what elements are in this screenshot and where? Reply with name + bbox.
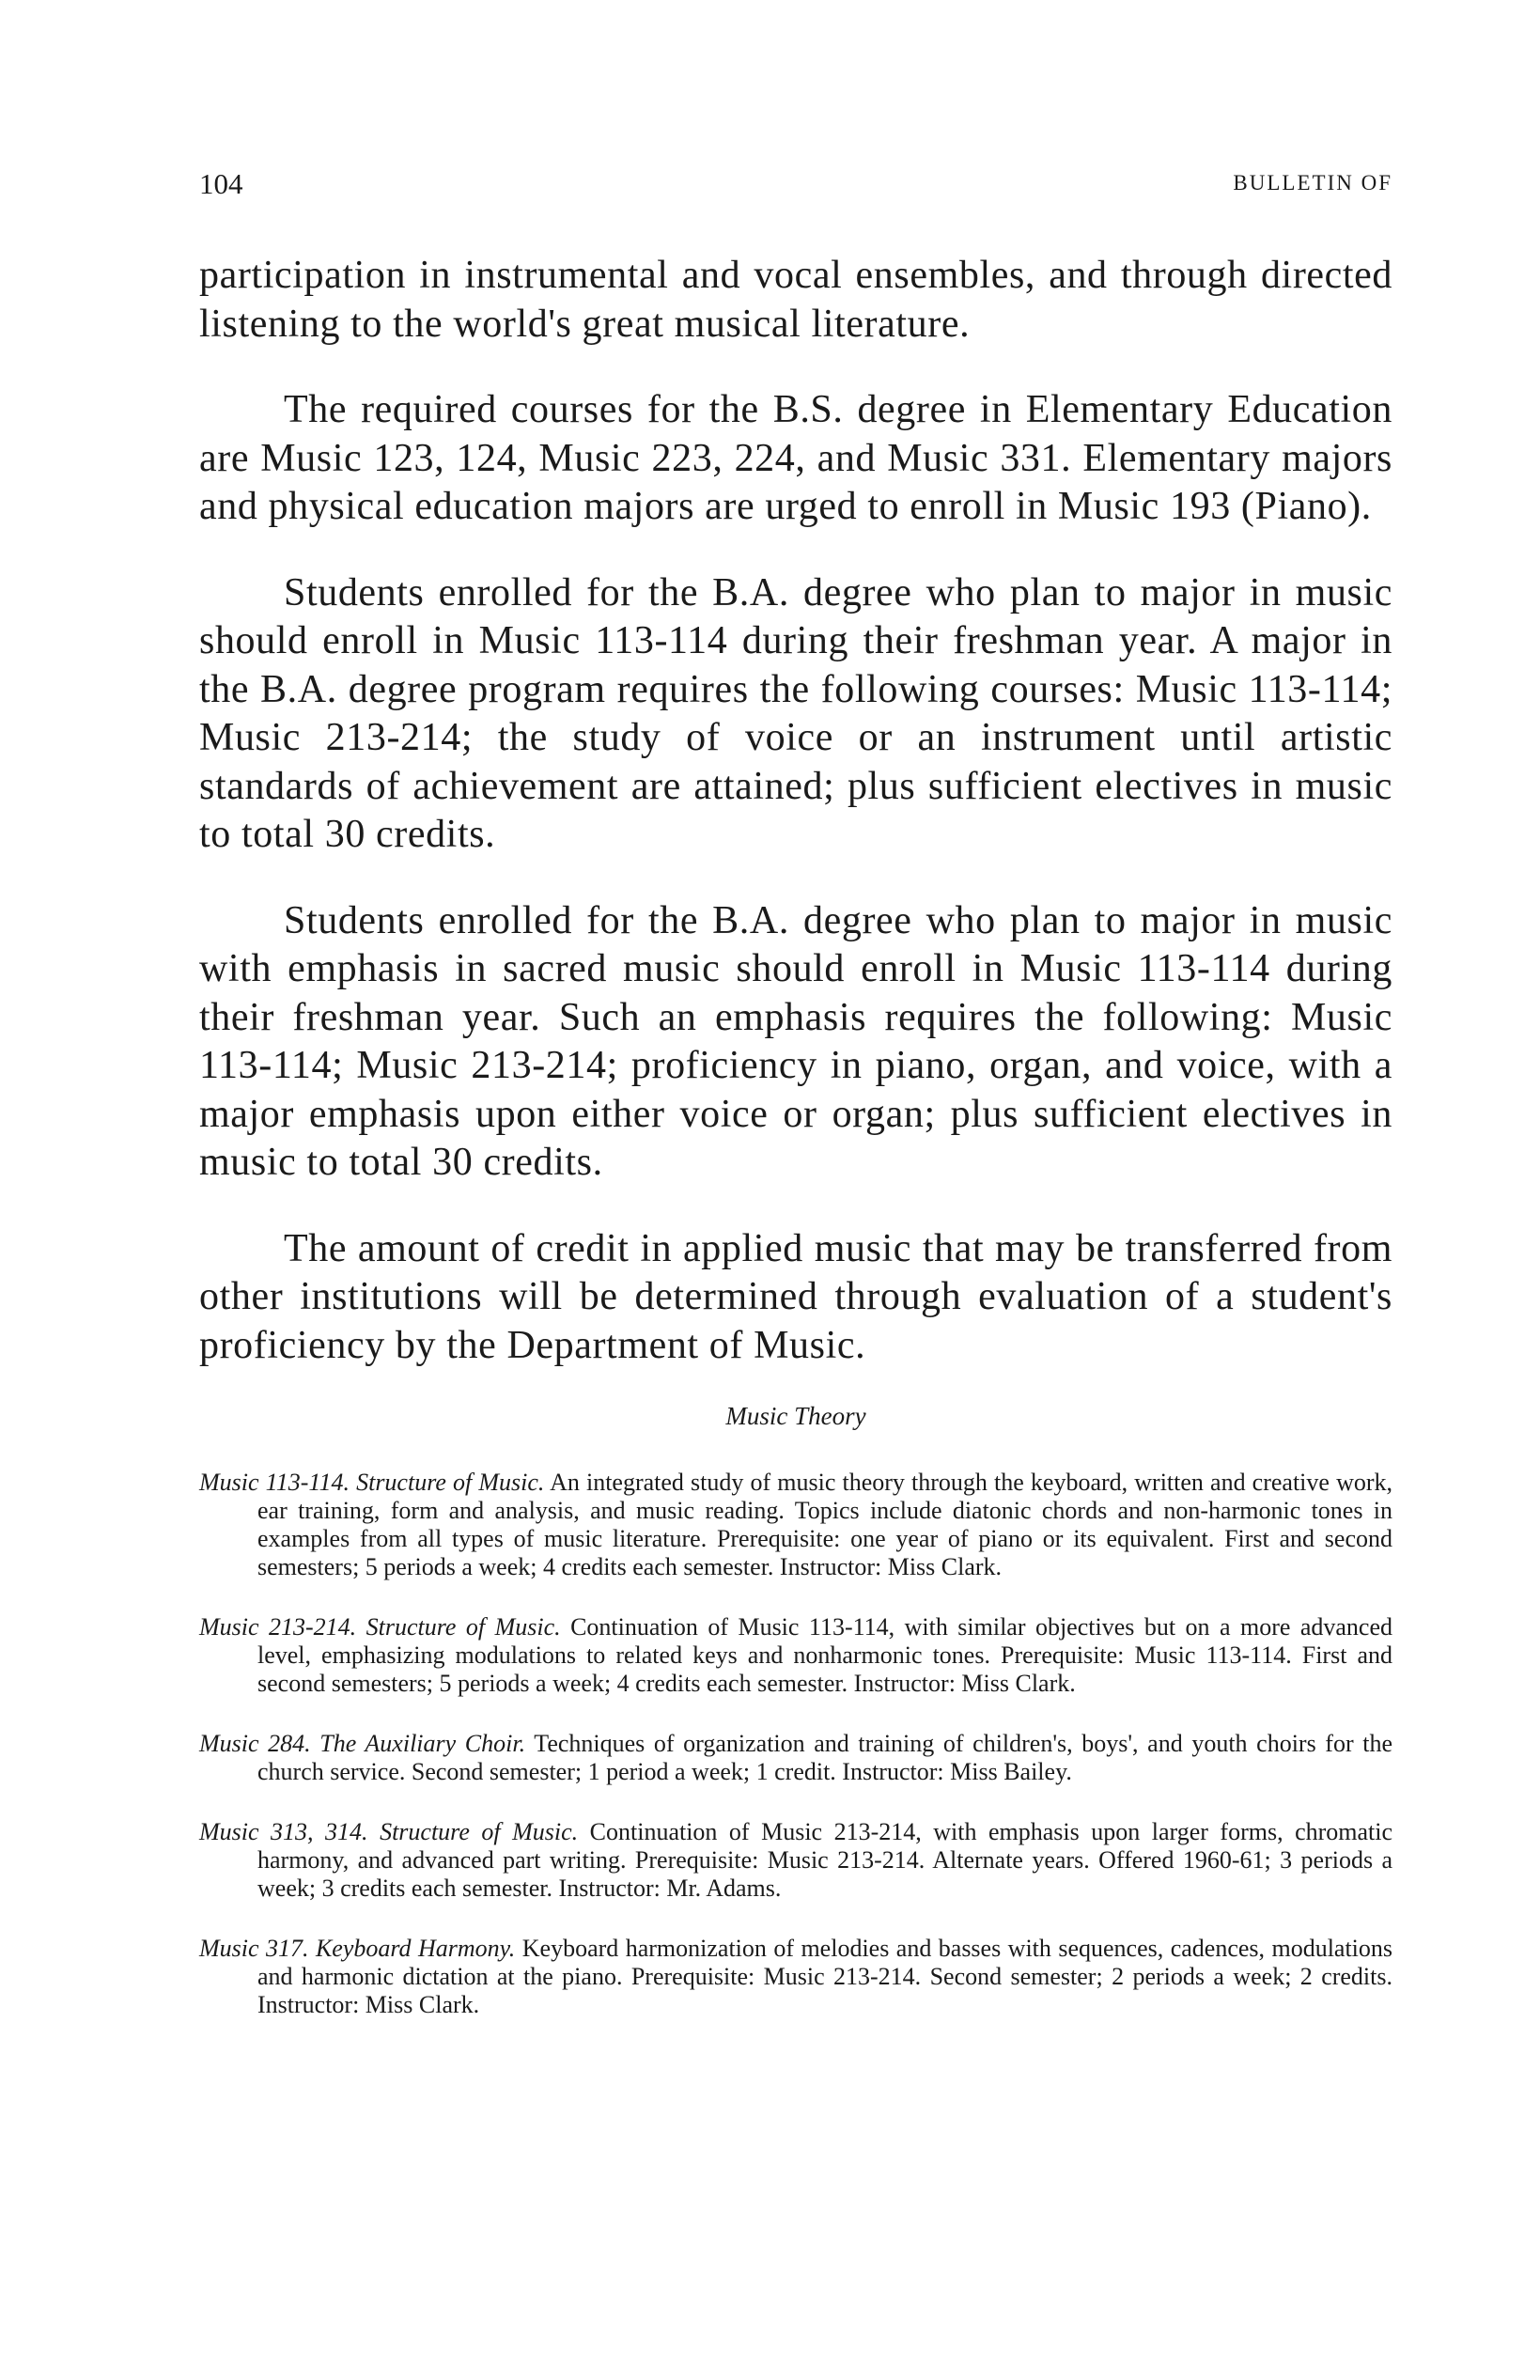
running-head: BULLETIN OF (1233, 171, 1392, 194)
course-description: Continuation of Music 213-214, with emphasis upon larger forms, chromatic harmony, and advanced part writing. Prerequisite: Music 213-214. Alternate years. Offered 1960-61; 3 periods a week; 3 credits each semester. Instructor: Mr. Adams. (257, 1818, 1393, 1902)
course-description: Continuation of Music 113-114, with similar objectives but on a more advanced level, emphasizing modulations to related keys and nonharmonic tones. Prerequisite: Music 113-114. First and second semesters; 5 periods a week; 4 credits each semester. Instructor: Miss Clark. (257, 1613, 1393, 1697)
body-text (199, 252, 1392, 1370)
page-header (199, 167, 1392, 205)
paragraph: The required courses for the B.S. degree in Elementary Education are Music 123, 124, Music 223, 224, and Music 331. Elementary majors and physical education majors are urged to enroll in Music 193 (Piano). (199, 388, 1392, 528)
paragraph: Students enrolled for the B.A. degree who plan to major in music with emphasis in sacred music should enroll in Music 113-114 during their freshman year. Such an emphasis requires the following: Music 113-114; Music 213-214; proficiency in piano, organ, and voice, with a major emphasis upon either voice or organ; plus sufficient electives in music to total 30 credits. (199, 898, 1392, 1184)
course-description: An integrated study of music theory through the keyboard, written and creative work, ear training, form and analysis, and music reading. Topics include diatonic chords and non-harmonic tones in examples from all types of music literature. Prerequisite: one year of piano or its equivalent. First and second semesters; 5 periods a week; 4 credits each semester. Instructor: Miss Clark. (257, 1469, 1393, 1580)
paragraph: participation in instrumental and vocal ensembles, and through directed listening to the world's great musical literature. (199, 254, 1392, 346)
course-title: The Auxiliary Choir. (319, 1730, 526, 1757)
course-number: Music 113-114. (199, 1469, 350, 1496)
paragraph: The amount of credit in applied music that may be transferred from other institutions will be determined through evaluation of a student's proficiency by the Department of Music. (199, 1226, 1392, 1367)
course-description: Techniques of organization and training of children's, boys', and youth choirs for the church service. Second semester; 1 period a week; 1 credit. Instructor: Miss Bailey. (257, 1730, 1393, 1785)
course-number: Music 313, 314. (199, 1818, 368, 1845)
course-entry (199, 1818, 1392, 1903)
course-title: Structure of Music. (380, 1818, 579, 1845)
paragraph: Students enrolled for the B.A. degree who plan to major in music should enroll in Music 113-114 during their freshman year. A major in the B.A. degree program requires the following courses: Music 113-114; Music 213-214; the study of voice or an instrument until artistic standards of achievement are attained; plus sufficient electives in music to total 30 credits. (199, 570, 1392, 856)
course-entry (199, 1730, 1392, 1786)
course-number: Music 317. (199, 1935, 309, 1962)
course-list (199, 1469, 1392, 2019)
course-entry (199, 1613, 1392, 1698)
course-title: Keyboard Harmony. (315, 1935, 516, 1962)
course-entry (199, 1469, 1392, 1581)
bulletin-page (199, 0, 1392, 2380)
course-number: Music 284. (199, 1730, 311, 1757)
course-title: Structure of Music. (356, 1469, 545, 1496)
course-number: Music 213-214. (199, 1613, 357, 1641)
page-number: 104 (199, 167, 243, 200)
course-description: Keyboard harmonization of melodies and basses with sequences, cadences, modulations and harmonic dictation at the piano. Prerequisite: Music 213-214. Second semester; 2 periods a week; 2 credits. Instructor: Miss Clark. (257, 1935, 1393, 2018)
course-title: Structure of Music. (366, 1613, 561, 1641)
section-heading: Music Theory (725, 1402, 866, 1430)
course-entry (199, 1935, 1392, 2019)
